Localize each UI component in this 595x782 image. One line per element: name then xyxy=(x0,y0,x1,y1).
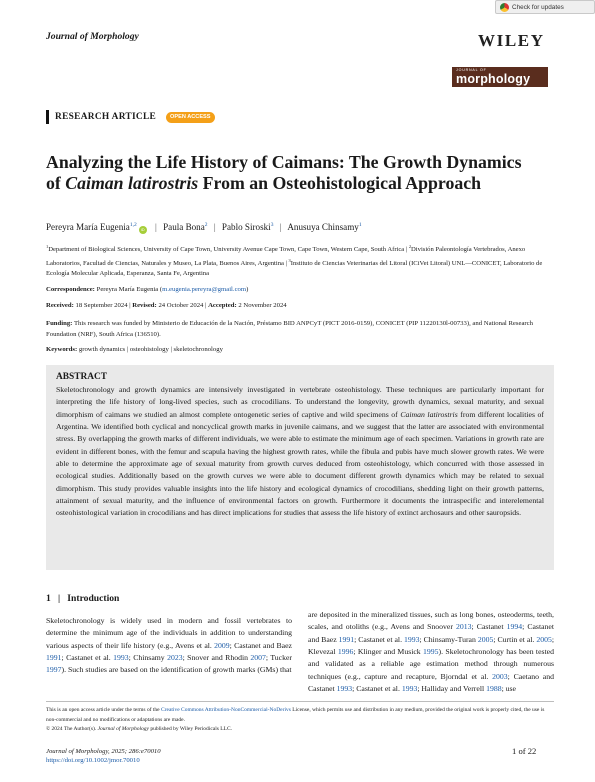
author-affiliation-sup: 2 xyxy=(204,222,208,228)
crossmark-icon xyxy=(500,3,509,12)
intro-text: ; Curtin et al. xyxy=(493,634,537,644)
citation-link[interactable]: 1993 xyxy=(401,684,418,694)
intro-text: ; Chinsamy-Turan xyxy=(419,634,478,644)
author-separator: | xyxy=(154,222,157,232)
intro-right-column xyxy=(308,609,554,695)
author-name[interactable]: Pablo Siroski xyxy=(221,222,271,232)
author-name[interactable]: Paula Bona xyxy=(163,222,205,232)
keywords-text: growth dynamics | osteohistology | skeletochronology xyxy=(77,346,223,353)
citation-link[interactable]: 2013 xyxy=(456,622,472,632)
intro-text: ; Castanet and Baez xyxy=(308,622,555,644)
intro-text: ; use xyxy=(501,684,516,694)
license-link[interactable]: Creative Commons Attribution-NonCommercial-NoDerivs xyxy=(161,707,291,713)
citation-link[interactable]: 1994 xyxy=(506,622,523,632)
intro-text: ). Skeletochronology has been tested and validated as a reliable age estimation method through numerous techniques (e.g., capture and recapture, Bjorndal et al. xyxy=(308,647,554,681)
page-number: 1 of 22 xyxy=(512,746,537,756)
journal-name: Journal of Morphology xyxy=(46,31,139,42)
intro-text: ; Klinger and Musick xyxy=(353,647,424,657)
title-text-1: Analyzing the Life History of Caimans: The Growth Dynamics of xyxy=(46,152,522,193)
orcid-icon[interactable]: iD xyxy=(139,226,147,234)
check-for-updates-button[interactable] xyxy=(495,0,595,14)
citation-link[interactable]: 2005 xyxy=(536,634,552,644)
intro-text: ; Castanet et al. xyxy=(352,684,402,694)
publisher-logo: WILEY xyxy=(478,31,545,50)
funding-text: This research was funded by Ministerio de Educación de la Nación, Préstamo BID ANPCyT (PICT 2016-0159), CONICET (PIP 11220130l-00733), and National Research Foundation (NRF), South Africa (136510). xyxy=(46,320,533,338)
correspondence xyxy=(46,285,248,296)
article-title xyxy=(46,152,526,194)
author-affiliation-sup: 1,2 xyxy=(129,222,137,228)
license-notice xyxy=(46,706,554,735)
check-for-updates-label: Check for updates xyxy=(512,3,564,11)
author-affiliation-sup: 3 xyxy=(270,222,274,228)
author-name[interactable]: Anusuya Chinsamy xyxy=(287,222,359,232)
date-separator: | xyxy=(127,302,133,309)
license-text-b: License, which permits use and distribution in any medium, provided the original work is properly cited, the use is non-commercial and no modifications or adaptations are made. xyxy=(46,707,545,723)
footer-journal-citation: Journal of Morphology, 2025; 286:e70010 xyxy=(46,748,161,755)
copyright-text-b: published by Wiley Periodicals LLC. xyxy=(148,726,233,733)
intro-text: ). Such studies are based on the identification of growth marks (GMs) that xyxy=(61,665,292,675)
citation-link[interactable]: 2003 xyxy=(492,671,508,681)
copyright-text-a: © 2024 The Author(s). xyxy=(46,726,98,733)
funding-label: Funding: xyxy=(46,320,73,327)
received-label: Received: xyxy=(46,302,74,309)
article-type: RESEARCH ARTICLE xyxy=(55,112,157,122)
open-access-badge: OPEN ACCESS xyxy=(166,112,215,123)
license-text xyxy=(46,706,554,725)
keywords-label: Keywords: xyxy=(46,346,78,353)
article-dates xyxy=(46,301,287,312)
intro-text: ; Castanet et al. xyxy=(354,634,404,644)
citation-link[interactable]: 1993 xyxy=(404,634,420,644)
license-text-a: This is an open access article under the terms of the xyxy=(46,707,162,713)
intro-text: ; Castanet xyxy=(471,622,507,632)
correspondence-label: Correspondence: xyxy=(46,286,95,293)
intro-left-column xyxy=(46,615,292,677)
copyright-journal: Journal of Morphology xyxy=(97,726,149,733)
correspondence-close: ) xyxy=(246,286,249,293)
footer-doi-link[interactable]: https://doi.org/10.1002/jmor.70010 xyxy=(46,757,140,764)
copyright-line xyxy=(46,725,554,735)
citation-link[interactable]: 1988 xyxy=(486,684,502,694)
article-type-bar xyxy=(46,110,49,124)
abstract-text xyxy=(56,384,544,520)
intro-text: ; Chinsamy xyxy=(128,653,168,663)
intro-text: are deposited in the mineralized tissues, such as long bones, osteoderms, teeth, scales, and otoliths (e.g., Avens and Snoover xyxy=(308,610,554,632)
accepted-label: Accepted: xyxy=(208,302,237,309)
footer-divider xyxy=(46,701,554,702)
affiliation-sup: 2 xyxy=(408,244,412,249)
revised-label: Revised: xyxy=(132,302,157,309)
intro-text: ; Halliday and Verrell xyxy=(417,684,487,694)
affiliations xyxy=(46,242,554,280)
title-species: Caiman latirostris xyxy=(65,173,199,193)
correspondence-name: Pereyra María Eugenia ( xyxy=(94,286,163,293)
intro-text: ; Caetano and Castanet xyxy=(308,671,554,694)
journal-logo xyxy=(452,67,548,87)
abstract-box xyxy=(46,365,554,570)
citation-link[interactable]: 2009 xyxy=(214,640,230,650)
intro-text: ; Castanet et al. xyxy=(61,653,114,663)
received-date: 18 September 2024 xyxy=(73,302,128,309)
citation-link[interactable]: 1993 xyxy=(336,684,353,694)
abstract-heading: ABSTRACT xyxy=(56,372,108,382)
citation-link[interactable]: 2005 xyxy=(477,634,494,644)
revised-date: 24 October 2024 xyxy=(156,302,204,309)
citation-link[interactable]: 2023 xyxy=(167,653,183,663)
citation-link[interactable]: 1991 xyxy=(46,653,62,663)
citation-link[interactable]: 1996 xyxy=(337,647,354,657)
funding xyxy=(46,319,554,340)
intro-text: Skeletochronology is widely used in modern and fossil vertebrates to determine the minimum age of the individuals in addition to understanding various aspects of their life history (e.g., Avens et al. xyxy=(46,616,292,650)
affiliation-sup: 3 xyxy=(288,257,291,263)
intro-text: ; Tucker xyxy=(265,653,293,663)
section-heading-introduction: 1 | Introduction xyxy=(46,593,120,604)
date-separator: | xyxy=(203,302,209,309)
affiliation-1: Department of Biological Sciences, University of Cape Town, University Avenue Cape Town, Cape Town, Western Cape, South Africa | xyxy=(48,246,409,253)
author-separator: | xyxy=(279,222,282,232)
affiliation-3: Instituto de Ciencias Veterinarias del Litoral (ICiVet Litoral) UNL—CONICET, Laboratorio de Ecología Molecular Aplicada, Esperanza, Santa Fe, Argentina xyxy=(46,259,543,278)
citation-link[interactable]: 2007 xyxy=(250,653,266,663)
affiliation-sup: 1 xyxy=(46,244,49,249)
citation-link[interactable]: 1997 xyxy=(46,665,62,675)
title-text-2: From an Osteohistological Approach xyxy=(198,173,482,193)
author-separator: | xyxy=(213,222,216,232)
citation-link[interactable]: 1991 xyxy=(338,634,355,644)
journal-logo-big: morphology xyxy=(456,72,531,86)
citation-link[interactable]: 1995 xyxy=(423,647,439,657)
citation-link[interactable]: 1993 xyxy=(113,653,129,663)
author-name[interactable]: Pereyra María Eugenia xyxy=(46,222,130,232)
correspondence-email-link[interactable]: m.eugenia.pereyra@gmail.com xyxy=(162,286,247,293)
intro-text: ; Castanet and Baez xyxy=(229,640,292,650)
accepted-date: 2 November 2024 xyxy=(236,302,287,309)
affiliation-2: División Paleontología Vertebrados, Anexo Laboratorios, Facultad de Ciencias, Naturales y Museo, La Plata, Buenos Aires, Argentina | xyxy=(46,246,526,267)
author-affiliation-sup: 1 xyxy=(358,222,362,228)
intro-text: ; Klevezal xyxy=(308,634,554,657)
abstract-text-2: from different localities of Argentina. We identified both cyclical and noncyclical growth marks in juvenile caimans, and we suggest that the latter are associated with environmental stress. By overlapping the growth marks of different individuals, we were able to estimate the minimum age of each specimen. Variations in growth rate are evident in different bones, with the femur and scapula having the highest growth rates, while the fibula and pubis have much slower growth rates. We were able to determine the approximate age of sexual maturity from growth curves deduced from osteohistology, which concurred with those assessed in ecological studies. Additionally based on the growth curves we were able to document different growth dynamics which may be related to sexual dimorphism. This study provides valuable insights into the life history and ecological dynamics of crocodilians, shedding light on their growth patterns, attainment of sexual maturity, and the influence of environmental factors on growth. Furthermore it documents the intraspecific and interelemental osteohistological variation in crocodilians and has direct implications for studies that assess the life history of extinct archosaurs and other sauropsids. xyxy=(56,409,544,518)
author-list xyxy=(46,222,362,234)
abstract-species: Caiman latirostris xyxy=(400,409,458,419)
keywords xyxy=(46,345,223,356)
abstract-text-1: Skeletochronology and growth dynamics are intensively investigated in vertebrate osteohistology. These techniques are particularly important for interpreting the life history of long-lived species, such as crocodilians. To understand the longevity, growth dynamics, sexual maturity, and sexual dimorphism of caimans we studied an almost complete ontogenetic series of captive and wild specimens of xyxy=(56,385,544,419)
journal-logo-small: JOURNAL OF xyxy=(456,68,487,72)
intro-text: ; Snover and Rhodin xyxy=(182,653,251,663)
